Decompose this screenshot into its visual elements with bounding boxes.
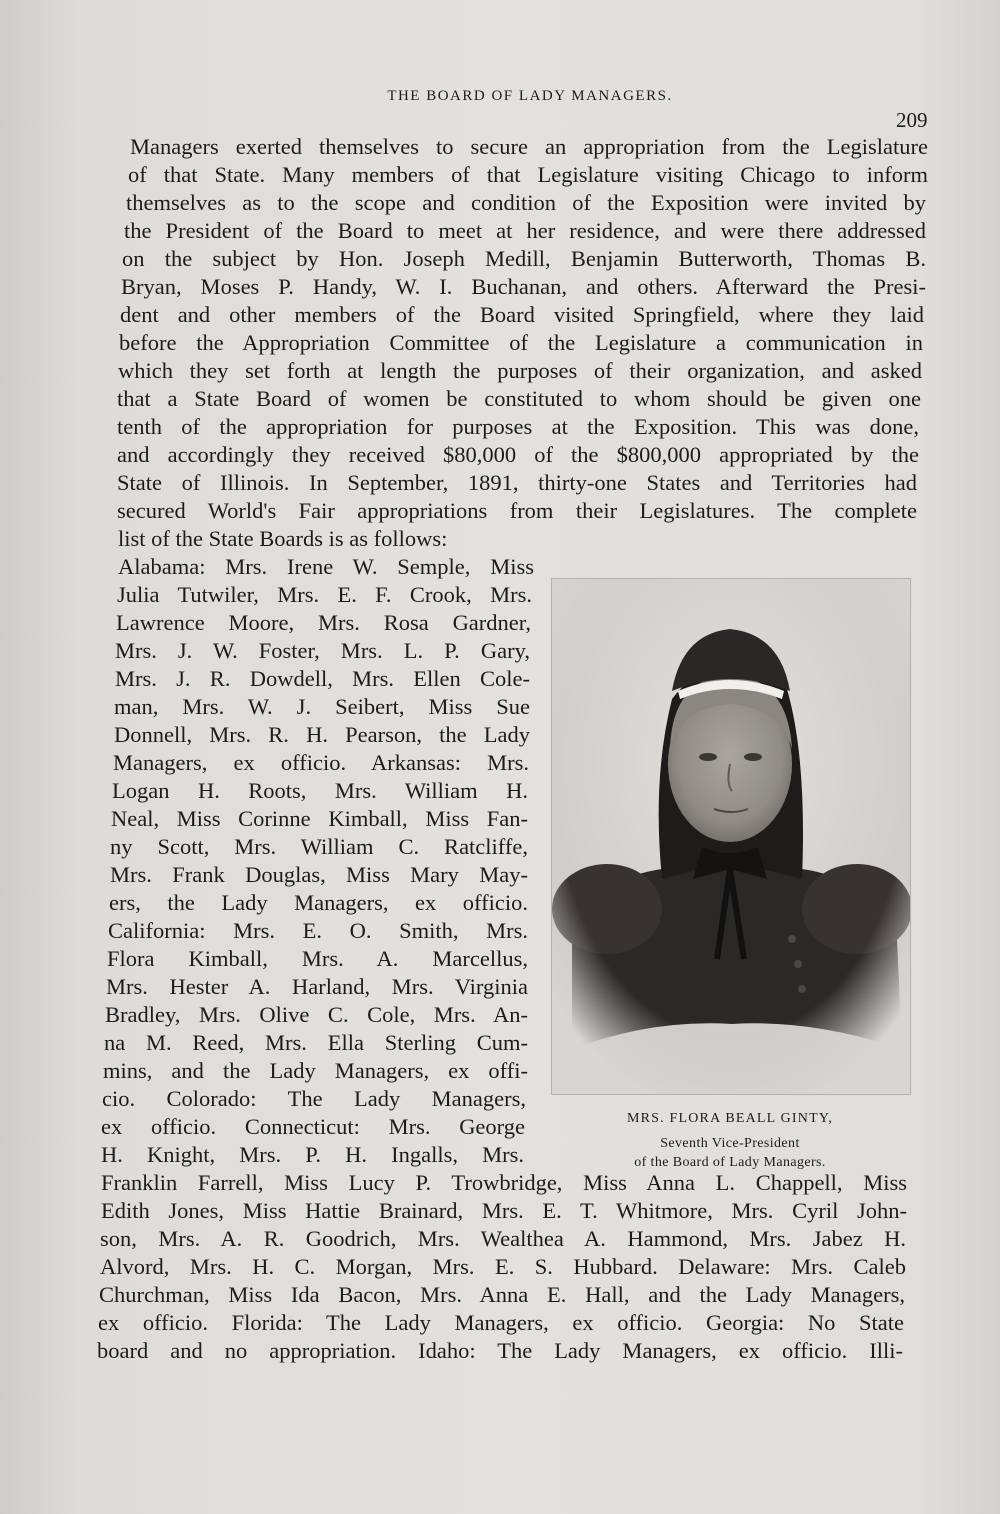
text-line: board and no appropriation. Idaho: The Lady Managers, ex officio. Illi- <box>97 1338 903 1363</box>
portrait-photograph <box>551 578 911 1095</box>
text-line: Lawrence Moore, Mrs. Rosa Gardner, <box>116 610 531 635</box>
text-line: Mrs. Frank Douglas, Miss Mary May- <box>110 862 528 887</box>
text-line: Mrs. J. R. Dowdell, Mrs. Ellen Cole- <box>115 666 530 691</box>
text-line: Managers, ex officio. Arkansas: Mrs. <box>113 750 529 775</box>
text-line: Flora Kimball, Mrs. A. Marcellus, <box>107 946 528 971</box>
text-line: ers, the Lady Managers, ex officio. <box>109 890 528 915</box>
text-line: Managers exerted themselves to secure an appropriation from the Legislature <box>130 134 928 159</box>
text-line: tenth of the appropriation for purposes at the Exposition. This was done, <box>117 414 919 439</box>
text-line: son, Mrs. A. R. Goodrich, Mrs. Wealthea A. Hammond, Mrs. Jabez H. <box>100 1226 906 1251</box>
text-line: Churchman, Miss Ida Bacon, Mrs. Anna E. Hall, and the Lady Managers, <box>99 1282 905 1307</box>
portrait-image <box>552 579 910 1094</box>
text-line: list of the State Boards is as follows: <box>118 526 448 551</box>
text-line: H. Knight, Mrs. P. H. Ingalls, Mrs. <box>101 1142 524 1167</box>
text-line: ny Scott, Mrs. William C. Ratcliffe, <box>110 834 528 859</box>
text-line: ex officio. Florida: The Lady Managers, ex officio. Georgia: No State <box>98 1310 904 1335</box>
text-line: themselves as to the scope and condition of the Exposition were invited by <box>126 190 926 215</box>
text-line: Mrs. Hester A. Harland, Mrs. Virginia <box>106 974 528 999</box>
figure-caption-board: of the Board of Lady Managers. <box>634 1155 826 1170</box>
text-line: Alabama: Mrs. Irene W. Semple, Miss <box>118 554 534 579</box>
figure-caption-title: Seventh Vice-President <box>660 1136 800 1151</box>
text-line: of that State. Many members of that Legislature visiting Chicago to inform <box>128 162 928 187</box>
text-line: mins, and the Lady Managers, ex offi- <box>103 1058 528 1083</box>
text-line: Bryan, Moses P. Handy, W. I. Buchanan, and others. Afterward the Presi- <box>121 274 926 299</box>
text-line: man, Mrs. W. J. Seibert, Miss Sue <box>114 694 530 719</box>
text-line: dent and other members of the Board visited Springfield, where they laid <box>120 302 924 327</box>
text-line: before the Appropriation Committee of the Legislature a communication in <box>119 330 923 355</box>
text-line: which they set forth at length the purposes of their organization, and asked <box>118 358 922 383</box>
text-line: on the subject by Hon. Joseph Medill, Benjamin Butterworth, Thomas B. <box>122 246 926 271</box>
running-head: THE BOARD OF LADY MANAGERS. <box>387 88 673 104</box>
text-line: Alvord, Mrs. H. C. Morgan, Mrs. E. S. Hubbard. Delaware: Mrs. Caleb <box>100 1254 906 1279</box>
text-line: Donnell, Mrs. R. H. Pearson, the Lady <box>114 722 530 747</box>
text-line: secured World's Fair appropriations from their Legislatures. The complete <box>117 498 917 523</box>
text-line: Mrs. J. W. Foster, Mrs. L. P. Gary, <box>115 638 530 663</box>
text-line: that a State Board of women be constituted to whom should be given one <box>117 386 921 411</box>
text-line: Bradley, Mrs. Olive C. Cole, Mrs. An- <box>105 1002 528 1027</box>
text-line: cio. Colorado: The Lady Managers, <box>102 1086 526 1111</box>
text-line: Neal, Miss Corinne Kimball, Miss Fan- <box>111 806 528 831</box>
text-line: Edith Jones, Miss Hattie Brainard, Mrs. E. T. Whitmore, Mrs. Cyril John- <box>101 1198 907 1223</box>
page-number: 209 <box>896 108 928 132</box>
text-line: Logan H. Roots, Mrs. William H. <box>112 778 528 803</box>
text-line: State of Illinois. In September, 1891, thirty-one States and Territories had <box>117 470 917 495</box>
text-line: ex officio. Connecticut: Mrs. George <box>101 1114 525 1139</box>
text-line: Franklin Farrell, Miss Lucy P. Trowbridge, Miss Anna L. Chappell, Miss <box>101 1170 907 1195</box>
text-line: the President of the Board to meet at her residence, and were there addressed <box>124 218 926 243</box>
text-line: Julia Tutwiler, Mrs. E. F. Crook, Mrs. <box>117 582 532 607</box>
figure-caption-name: MRS. FLORA BEALL GINTY, <box>626 1111 834 1126</box>
text-line: na M. Reed, Mrs. Ella Sterling Cum- <box>104 1030 528 1055</box>
text-line: California: Mrs. E. O. Smith, Mrs. <box>108 918 528 943</box>
text-line: and accordingly they received $80,000 of the $800,000 appropriated by the <box>117 442 919 467</box>
